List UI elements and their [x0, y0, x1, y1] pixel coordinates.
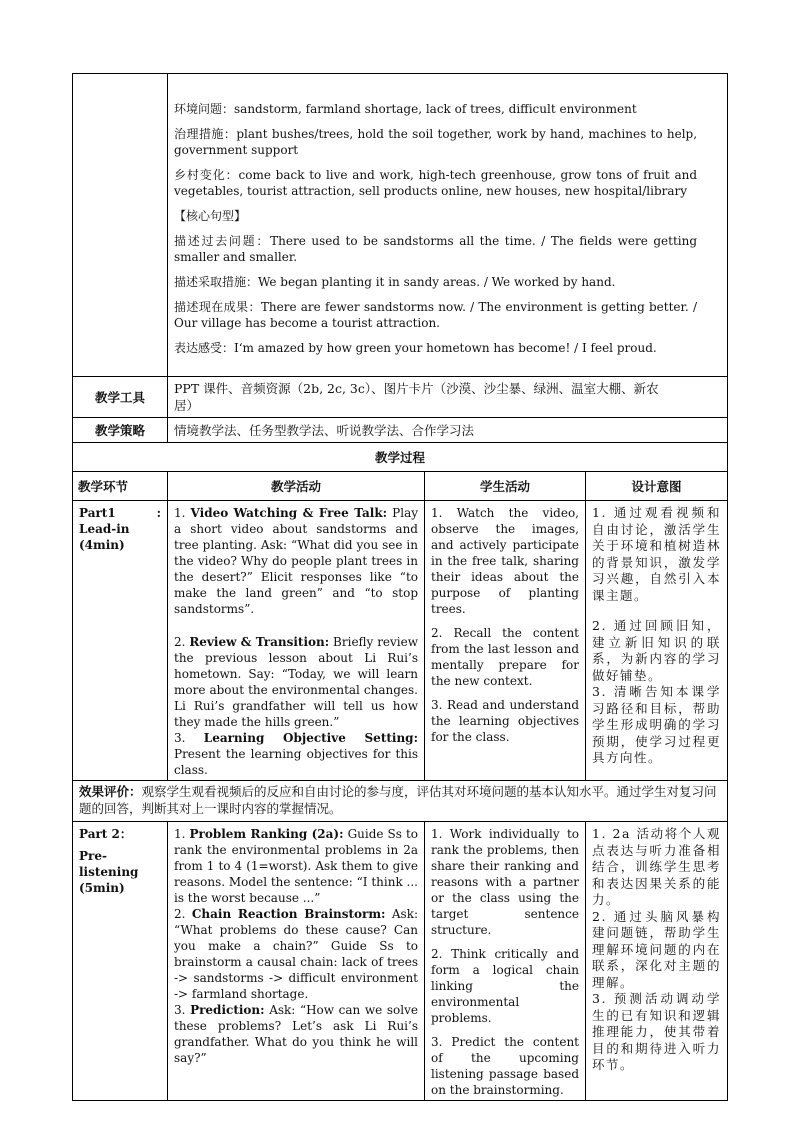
part2-teacher-item-2: 2. Chain Reaction Brainstorm: Ask: “What problems do these cause? Can you make a chain?” Guide Ss to brainstorm a causal chain: lack of trees -> sandstorms -> difficult environment -> farmland shortage.: [174, 907, 419, 1001]
part1-teacher-item-2: 2. Review & Transition: Briefly review the previous lesson about Li Rui’s hometown. Say: “Today, we will learn more about the environmental changes. Li Rui’s grandfather will tell us how they made the hills green.”: [174, 635, 419, 729]
evaluation-label: 效果评价：: [79, 784, 142, 799]
part2-teacher-item-3: 3. Prediction: Ask: “How can we solve these problems? Let’s ask Li Rui’s grandfather. What do you think he will say?”: [174, 1003, 418, 1065]
header-design-intent: 设计意图: [586, 472, 728, 501]
part2-student-item-1: 1. Work individually to rank the problems, then share their ranking and reasons with a partner or the class using the target sentence structure.: [431, 827, 579, 937]
part2-label-b: Pre-listening: [79, 849, 139, 879]
part2-teacher-cell: [168, 822, 425, 1101]
part2-student-item-2: 2. Think critically and form a logical chain linking the environmental problems.: [431, 947, 579, 1025]
strategy-label: 教学策略: [73, 418, 168, 443]
part1-label-colon: :: [156, 506, 161, 520]
part1-design-cell: [586, 501, 728, 781]
process-title: 教学过程: [73, 443, 728, 472]
describe-measures-text: 描述采取措施：We began planting it in sandy areas. / We worked by hand.: [174, 275, 616, 289]
part2-label-a: Part 2：: [79, 827, 132, 841]
evaluation-cell: [73, 781, 728, 822]
part2-design-item-1: 1. 2a 活动将个人观点表达与听力准备相结合，训练学生思考和表达因果关系的能力。: [592, 826, 722, 907]
part2-student-item-3: 3. Predict the content of the upcoming listening passage based on the brainstorming.: [431, 1035, 579, 1097]
part1-design-item-2: 2. 通过回顾旧知，建立新旧知识的联系，为新内容的学习做好铺垫。: [592, 618, 722, 683]
process-title-row: [73, 443, 728, 472]
describe-past-text: 描述过去问题：There used to be sandstorms all the time. / The fields were getting smaller and smaller.: [174, 234, 698, 264]
part2-design-cell: [586, 822, 728, 1101]
part2-student-cell: [425, 822, 586, 1101]
describe-results-text: 描述现在成果：There are fewer sandstorms now. / The environment is getting better. / Our village has become a tourist attraction.: [174, 300, 698, 330]
part1-label: [79, 505, 161, 521]
header-stage: 教学环节: [73, 472, 168, 501]
part1-student-item-3: 3. Read and understand the learning objectives for the class.: [431, 698, 579, 744]
strategy-row: [73, 418, 728, 443]
part2-row: [73, 822, 728, 1101]
header-student-activity: 学生活动: [425, 472, 586, 501]
strategy-content: 情境教学法、任务型教学法、听说教学法、合作学习法: [168, 418, 728, 443]
part1-teacher-item-3: 3. Learning Objective Setting: Present the learning objectives for this class.: [174, 731, 419, 777]
express-feeling-text: 表达感受：I‘m amazed by how green your hometown has become! / I feel proud.: [174, 341, 657, 355]
part2-design-item-2: 2. 通过头脑风暴构建问题链，帮助学生理解环境问题的内在联系，深化对主题的理解。: [592, 908, 722, 990]
tools-content: PPT 课件、音频资源（2b, 2c, 3c）、图片卡片（沙漠、沙尘暴、绿洲、温室大棚、新农居）: [168, 377, 728, 418]
part2-teacher-item-1: 1. Problem Ranking (2a): Guide Ss to rank the environmental problems in 2a from 1 to 4 (1=worst). Ask them to give reasons. Model the sentence: “I think ... is the worst because ...”: [174, 827, 418, 905]
objectives-row: [73, 74, 728, 377]
header-teacher-activity: 教学活动: [168, 472, 425, 501]
part1-label-c: (4min): [79, 538, 125, 552]
part1-student-cell: [425, 501, 586, 781]
objectives-label-cell: [73, 74, 168, 377]
tools-row: [73, 377, 728, 418]
header-row: [73, 472, 728, 501]
objectives-content-cell: [168, 74, 728, 377]
village-changes-text: 乡村变化：come back to live and work, high-tech greenhouse, grow tons of fruit and vegetables, tourist attraction, sell products online, new houses, new hospital/library: [174, 168, 698, 198]
part1-label-b: Lead-in: [79, 522, 130, 536]
part1-teacher-cell: [168, 501, 425, 781]
part1-teacher-item-1: 1. Video Watching & Free Talk: Play a short video about sandstorms and tree planting. Ask: “What did you see in the video? Why do people plant trees in the desert?” Elicit responses like “to make the land green” and “to stop sandstorms”.: [174, 506, 419, 616]
part1-student-item-1: 1. Watch the video, observe the images, and actively participate in the free talk, sharing their ideas about the purpose of planting trees.: [431, 506, 579, 616]
part1-design-item-1: 1. 通过观看视频和自由讨论，激活学生关于环境和植树造林的背景知识，激发学习兴趣，自然引入本课主题。: [592, 505, 722, 603]
core-sentences-heading: 【核心句型】: [174, 209, 247, 223]
part2-label-cell: [73, 822, 168, 1101]
evaluation-text: 观察学生观看视频后的反应和自由讨论的参与度，评估其对环境问题的基本认知水平。通过学生对复习问题的回答，判断其对上一课时内容的掌握情况。: [79, 784, 717, 816]
evaluation-row: [73, 781, 728, 822]
part1-student-item-2: 2. Recall the content from the last lesson and mentally prepare for the new context.: [431, 626, 579, 688]
env-problems-text: 环境问题：sandstorm, farmland shortage, lack of trees, difficult environment: [174, 102, 637, 116]
measures-text: 治理措施：plant bushes/trees, hold the soil together, work by hand, machines to help, government support: [174, 127, 698, 157]
part1-row: [73, 501, 728, 781]
part2-design-item-3: 3. 预测活动调动学生的已有知识和逻辑推理能力，使其带着目的和期待进入听力环节。: [592, 991, 722, 1072]
part1-design-item-3: 3. 清晰告知本课学习路径和目标，帮助学生形成明确的学习预期，使学习过程更具方向性。: [592, 684, 722, 765]
tools-label: 教学工具: [73, 377, 168, 418]
lesson-plan-table: [72, 73, 728, 1101]
part2-label-c: (5min): [79, 881, 125, 895]
part1-label-cell: [73, 501, 168, 781]
part1-label-a: Part1: [79, 506, 116, 520]
